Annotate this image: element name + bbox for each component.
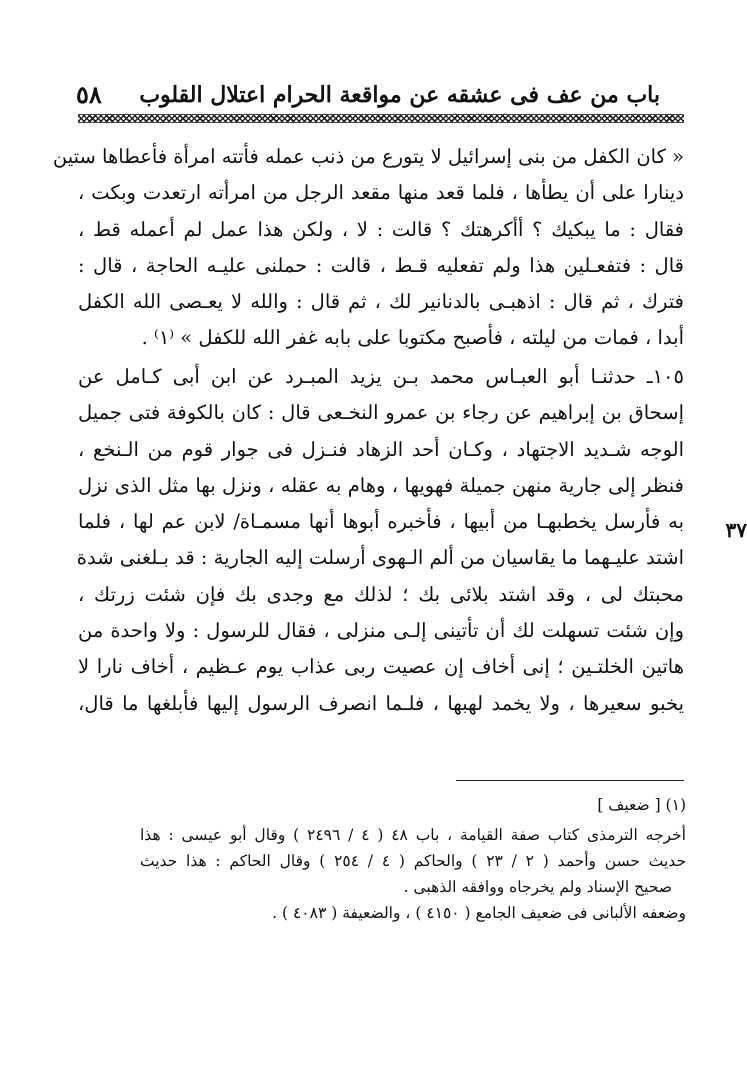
text-line: محبتك لى ، وقد اشتد بلائى بك ؛ لذلك مع وجدى بك فإن شئت زرتك ،: [78, 582, 684, 606]
text-line: دينارا على أن يطأها ، فلما قعد منها مقعد الرجل من امرأته ارتعدت وبكت ،: [78, 181, 684, 205]
footnote-line: حديث حسن وأحمد ( ٢ / ٢٣ ) والحاكم ( ٤ / ٢٥٤ ) وقال الحاكم : هذا حديث: [140, 852, 687, 870]
text-line: ١٠٥ـ حدثنـا أبو العبـاس محمد بـن يزيد المبـرد عن ابن أبى كـامل عن: [78, 365, 684, 388]
footnote-line: صحيح الإسناد ولم يخرجاه ووافقه الذهبى .: [403, 878, 672, 896]
text-line: أبدا ، فمات من ليلته ، فأصبح مكتوبا على بابه غفر الله للكفل » ⁽١⁾ .: [141, 326, 684, 350]
text-line: قال : فتفعـلين هذا ولم تفعليه قـط ، قالت : حملنى عليـه الحاجة ، قال :: [78, 253, 684, 277]
text-line: هاتين الخلتـين ؛ إنى أخاف إن عصيت ربى عذاب يوم عـظيم ، أخاف نارا لا: [78, 655, 684, 679]
text-line: وإن شئت تسهلت لك أن تأتينى إلـى منزلى ، فقال للرسول : ولا واحدة من: [78, 619, 684, 643]
footnote-line: أخرجه الترمذى كتاب صفة القيامة ، باب ٤٨ ( ٤ / ٢٤٩٦ ) وقال أبو عيسى : هذا: [140, 826, 686, 844]
text-line: به فأرسل يخطبهـا من أبيها ، فأخبره أبوها أنها مسمـاة/ لابن عم لها ، فلما: [78, 510, 684, 534]
ornamental-divider: [78, 114, 684, 123]
footnotes: [140, 792, 686, 926]
footnote-line: وضعفه الألبانى فى ضعيف الجامع ( ٤١٥٠ ) ، والضعيفة ( ٤٠٨٣ ) .: [272, 904, 686, 922]
text-line: فقال : ما يبكيك ؟ أأكرهتك ؟ قالت : لا ، ولكن هذا عمل لم أعمله قط ،: [78, 217, 684, 241]
paragraph-narration-105: [78, 359, 684, 722]
paragraph-hadith: [52, 139, 684, 357]
text-line: إسحاق بن إبراهيم عن رجاء بن عمرو النخـعى قال : كان بالكوفة فتى جميل: [78, 401, 684, 425]
text-line: فنظر إلى جارية منهن جميلة فهويها ، وهام به عقله ، ونزل بها مثل الذى نزل: [78, 473, 684, 497]
running-header: [76, 80, 688, 112]
text-line: « كان الكفل من بنى إسرائيل لا يتورع من ذنب عمله فأتته امرأة فأعطاها ستين: [52, 145, 684, 168]
text-line: يخبو سعيرها ، ولا يخمد لهبها ، فلـما انصرف الرسول إليها فأبلغها ما قال،: [78, 691, 684, 715]
footnote-tag: (١) [ ضعيف ]: [597, 796, 686, 814]
text-line: الوجه شـديد الاجتهاد ، وكـان أحد الزهاد فنـزل فى جوار قوم من الـنخع ،: [78, 437, 684, 461]
header-title: باب من عف فى عشقه عن مواقعة الحرام اعتلال القلوب: [139, 82, 660, 108]
text-line: اشتد عليـهما ما يقاسيان من ألم الـهوى أرسلت إليه الجارية : قد بـلغنى شدة: [76, 546, 684, 570]
page-number: ٥٨: [76, 80, 102, 109]
text-line: فترك ، ثم قال : اذهبـى بالدنانير لك ، ثم قال : والله لا يعـصى الله الكفل: [78, 290, 684, 314]
margin-page-marker: ٣٧: [725, 518, 747, 542]
footnote-separator: [456, 780, 684, 781]
